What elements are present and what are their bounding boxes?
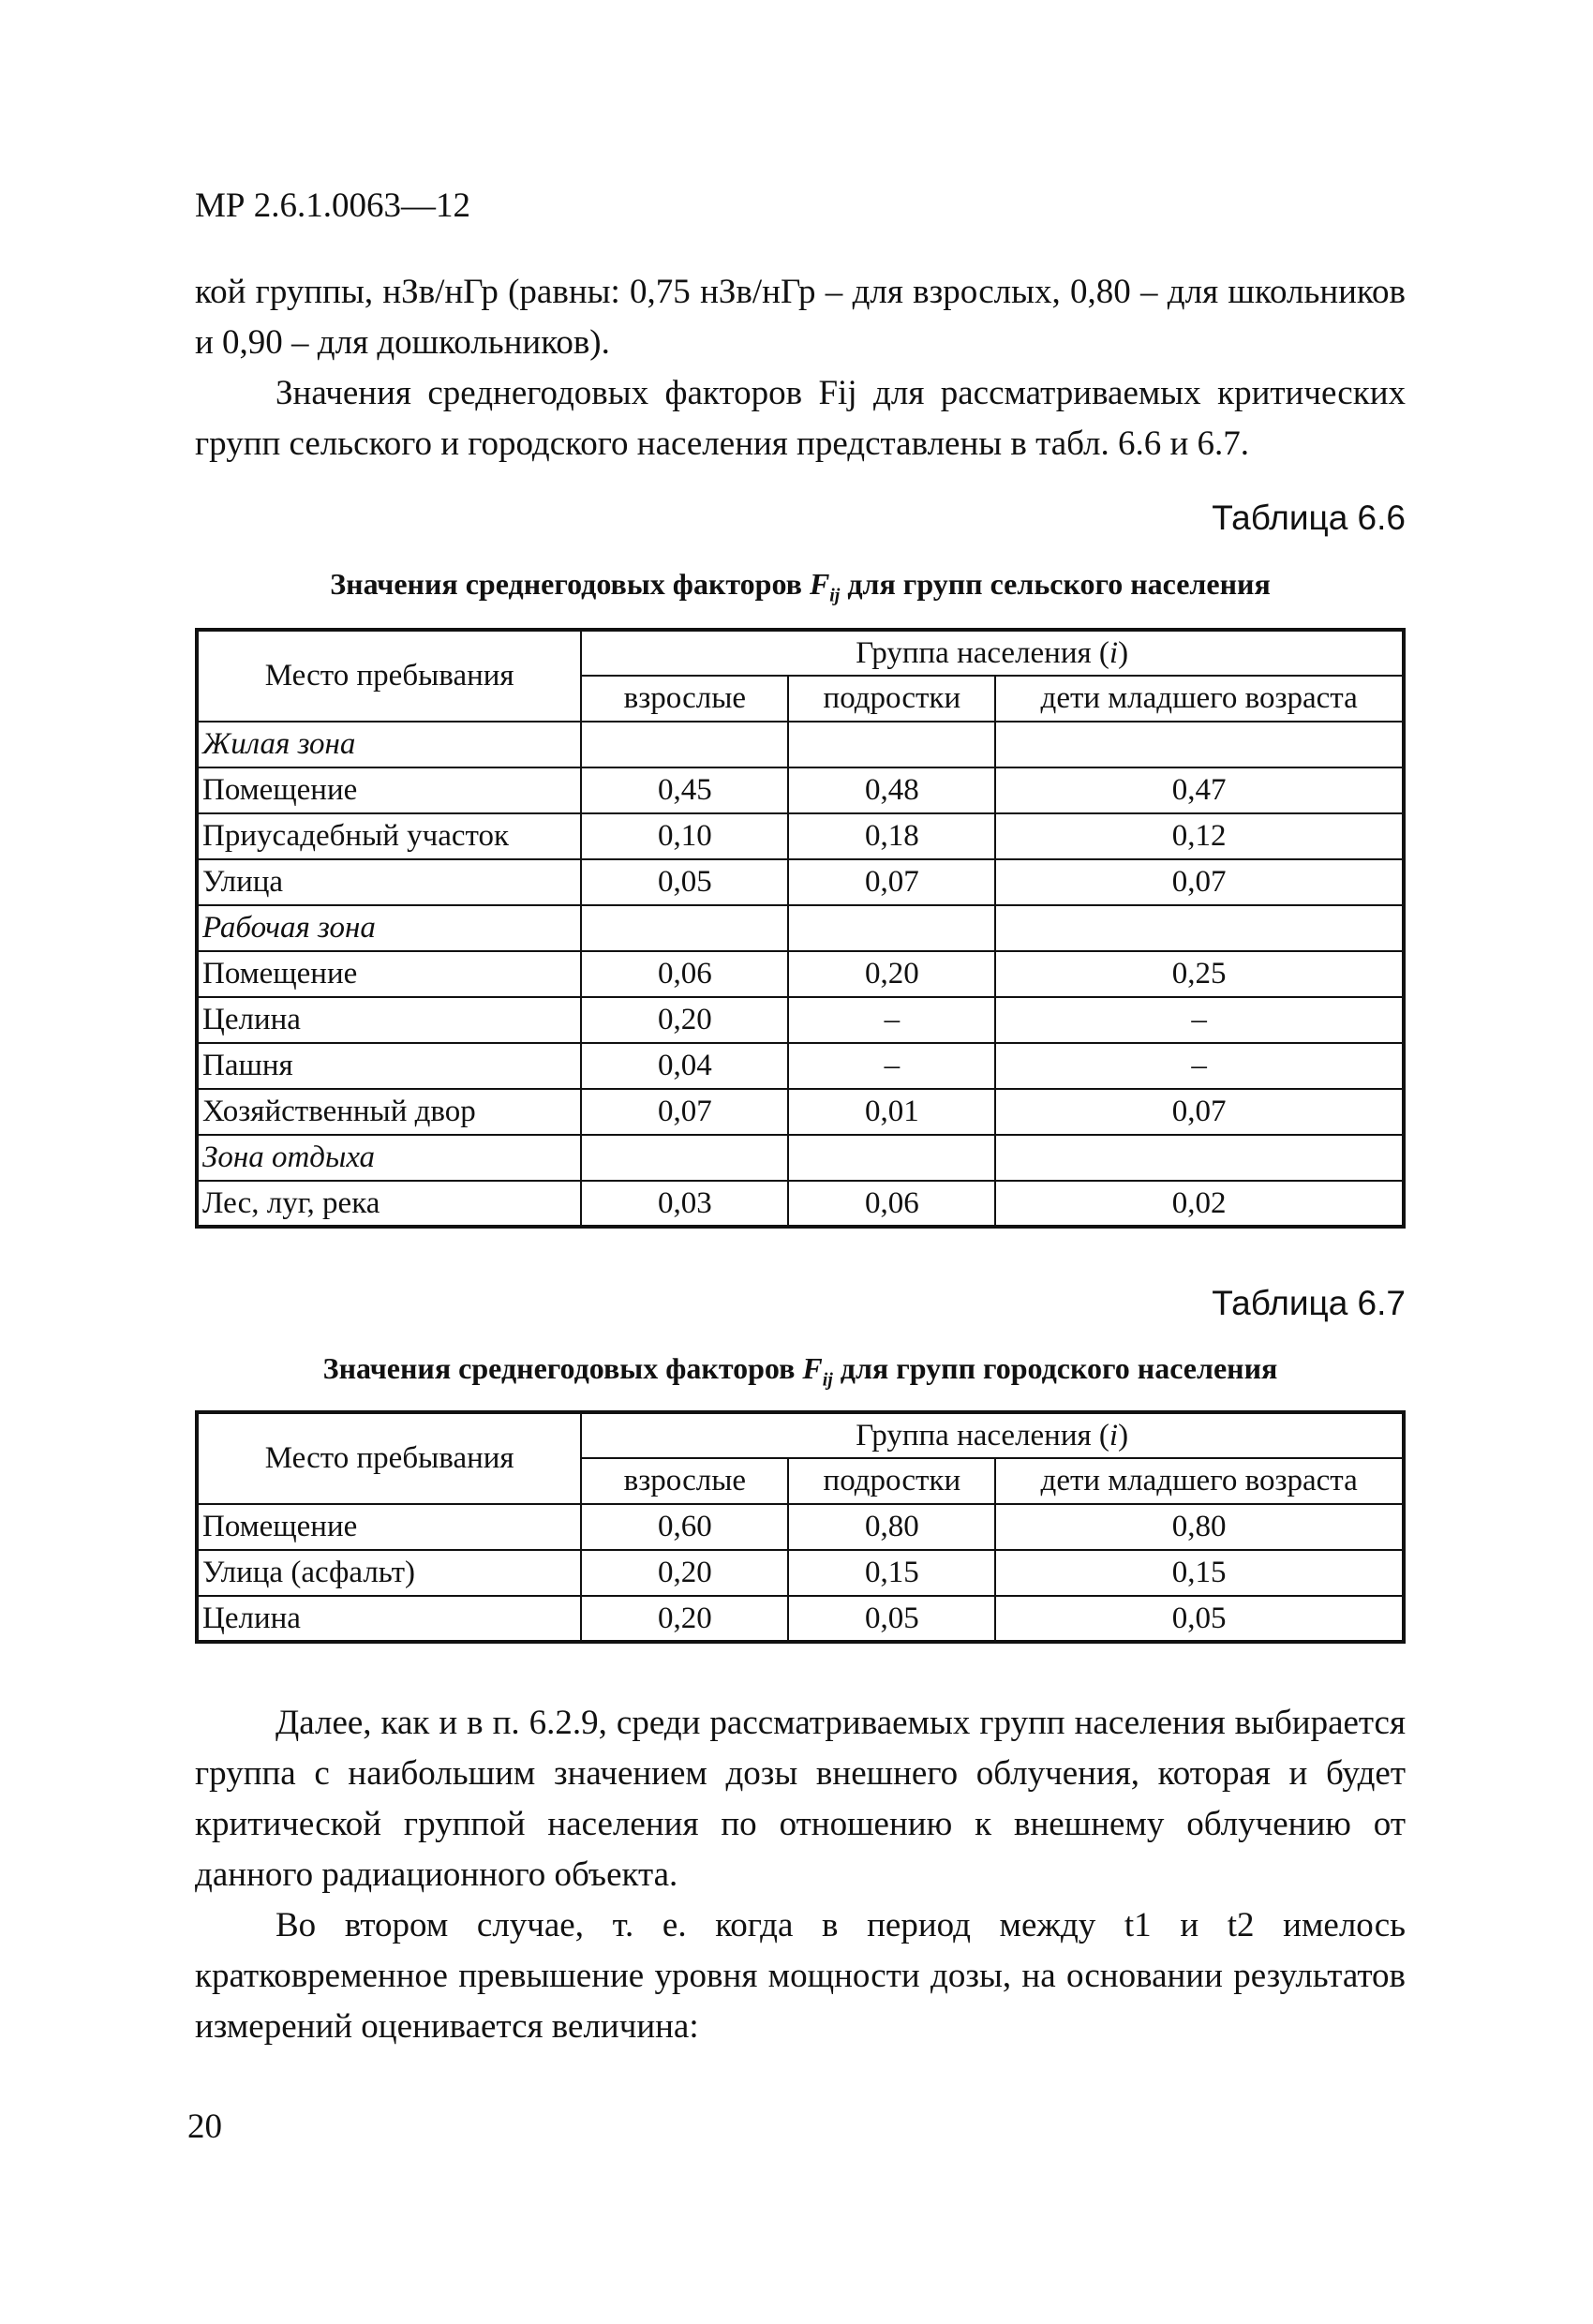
- value-cell: 0,05: [995, 1596, 1404, 1642]
- value-cell: 0,18: [788, 813, 995, 859]
- table-row: [197, 1181, 1404, 1227]
- value-cell: [788, 1135, 995, 1181]
- value-cell: [788, 722, 995, 767]
- col-adults: взрослые: [581, 676, 788, 722]
- table-6-6-caption: [195, 567, 1406, 606]
- caption-text-end: для групп городского населения: [832, 1351, 1278, 1385]
- group-header-close: ): [1118, 635, 1129, 670]
- value-cell: 0,06: [581, 951, 788, 997]
- value-cell: 0,07: [995, 1089, 1404, 1135]
- group-header-text: Группа населения (: [856, 635, 1109, 670]
- group-header-close: ): [1118, 1418, 1129, 1452]
- value-cell: 0,20: [581, 1550, 788, 1596]
- document-code: МР 2.6.1.0063—12: [195, 186, 470, 225]
- intro-paragraph-1: кой группы, нЗв/нГр (равны: 0,75 нЗв/нГр – для взрослых, 0,80 – для школьников и 0,90 – для дошкольников).: [195, 273, 1406, 362]
- factor-letter: F: [809, 567, 830, 601]
- table-row: [197, 813, 1404, 859]
- place-cell: Целина: [197, 1596, 581, 1642]
- value-cell: 0,03: [581, 1181, 788, 1227]
- place-header: Место пребывания: [197, 630, 581, 722]
- place-cell: Пашня: [197, 1043, 581, 1089]
- table-header-row: [197, 630, 1404, 676]
- caption-text-start: Значения среднегодовых факторов: [330, 567, 810, 601]
- value-cell: 0,06: [788, 1181, 995, 1227]
- col-teens: подростки: [788, 676, 995, 722]
- value-cell: 0,48: [788, 767, 995, 813]
- factor-symbol: [809, 567, 841, 606]
- table-row: [197, 767, 1404, 813]
- place-cell: Помещение: [197, 1504, 581, 1550]
- table-6-6-label: Таблица 6.6: [1212, 499, 1406, 537]
- table-6-7-label: Таблица 6.7: [1212, 1284, 1406, 1322]
- place-cell: Целина: [197, 997, 581, 1043]
- place-cell: Хозяйственный двор: [197, 1089, 581, 1135]
- section-label: Рабочая зона: [197, 905, 581, 951]
- value-cell: 0,20: [788, 951, 995, 997]
- table-section-row: [197, 1135, 1404, 1181]
- outro-text: [195, 1698, 1406, 2052]
- value-cell: 0,05: [788, 1596, 995, 1642]
- value-cell: 0,02: [995, 1181, 1404, 1227]
- value-cell: –: [788, 1043, 995, 1089]
- table-row: [197, 1043, 1404, 1089]
- value-cell: [995, 1135, 1404, 1181]
- value-cell: –: [995, 997, 1404, 1043]
- place-cell: Помещение: [197, 951, 581, 997]
- table-row: [197, 859, 1404, 905]
- factor-letter: F: [802, 1351, 823, 1385]
- table-section-row: [197, 722, 1404, 767]
- value-cell: 0,80: [995, 1504, 1404, 1550]
- group-header-var: i: [1109, 635, 1119, 670]
- place-cell: Улица (асфальт): [197, 1550, 581, 1596]
- value-cell: 0,05: [581, 859, 788, 905]
- value-cell: 0,15: [995, 1550, 1404, 1596]
- value-cell: 0,07: [581, 1089, 788, 1135]
- outro-paragraph-2: Во втором случае, т. е. когда в период между t1 и t2 имелось кратковременное превышение уровня мощности дозы, на основании результатов измерений оценивается величина:: [195, 1906, 1406, 2046]
- caption-text-end: для групп сельского населения: [840, 567, 1271, 601]
- place-cell: Приусадебный участок: [197, 813, 581, 859]
- place-header: Место пребывания: [197, 1412, 581, 1504]
- section-label: Зона отдыха: [197, 1135, 581, 1181]
- value-cell: 0,04: [581, 1043, 788, 1089]
- place-cell: Помещение: [197, 767, 581, 813]
- factor-symbol: [802, 1351, 833, 1391]
- page-number: 20: [187, 2108, 222, 2146]
- value-cell: 0,15: [788, 1550, 995, 1596]
- intro-text: [195, 267, 1406, 469]
- table-header-row: [197, 1412, 1404, 1458]
- table-6-6: [195, 628, 1406, 1229]
- value-cell: [581, 722, 788, 767]
- value-cell: 0,25: [995, 951, 1404, 997]
- value-cell: [581, 905, 788, 951]
- place-cell: Лес, луг, река: [197, 1181, 581, 1227]
- table-row: [197, 1089, 1404, 1135]
- value-cell: [995, 905, 1404, 951]
- value-cell: 0,20: [581, 1596, 788, 1642]
- value-cell: –: [995, 1043, 1404, 1089]
- col-children: дети младшего возраста: [995, 1458, 1404, 1504]
- table-section-row: [197, 905, 1404, 951]
- value-cell: 0,20: [581, 997, 788, 1043]
- caption-text-start: Значения среднегодовых факторов: [322, 1351, 803, 1385]
- group-header-text: Группа населения (: [856, 1418, 1109, 1452]
- table-row: [197, 1550, 1404, 1596]
- table-6-7: [195, 1410, 1406, 1644]
- section-label: Жилая зона: [197, 722, 581, 767]
- value-cell: 0,60: [581, 1504, 788, 1550]
- intro-paragraph-2: Значения среднегодовых факторов Fij для рассматриваемых критических групп сельского и городского населения представлены в табл. 6.6 и 6.7.: [195, 374, 1406, 463]
- value-cell: 0,07: [995, 859, 1404, 905]
- value-cell: [581, 1135, 788, 1181]
- value-cell: –: [788, 997, 995, 1043]
- outro-paragraph-1: Далее, как и в п. 6.2.9, среди рассматриваемых групп населения выбирается группа с наибольшим значением дозы внешнего облучения, которая и будет критической группой населения по отношению к внешнему облучению от данного радиационного объекта.: [195, 1704, 1406, 1894]
- col-children: дети младшего возраста: [995, 676, 1404, 722]
- value-cell: 0,80: [788, 1504, 995, 1550]
- factor-subscript: ij: [822, 1369, 833, 1391]
- group-header: [581, 1412, 1404, 1458]
- table-6-7-caption: [195, 1351, 1406, 1391]
- col-adults: взрослые: [581, 1458, 788, 1504]
- place-cell: Улица: [197, 859, 581, 905]
- value-cell: 0,12: [995, 813, 1404, 859]
- value-cell: 0,45: [581, 767, 788, 813]
- table-row: [197, 951, 1404, 997]
- group-header: [581, 630, 1404, 676]
- table-row: [197, 997, 1404, 1043]
- group-header-var: i: [1109, 1418, 1119, 1452]
- table-row: [197, 1504, 1404, 1550]
- table-row: [197, 1596, 1404, 1642]
- value-cell: 0,01: [788, 1089, 995, 1135]
- value-cell: 0,47: [995, 767, 1404, 813]
- value-cell: 0,07: [788, 859, 995, 905]
- value-cell: [995, 722, 1404, 767]
- factor-subscript: ij: [829, 585, 841, 606]
- value-cell: [788, 905, 995, 951]
- value-cell: 0,10: [581, 813, 788, 859]
- col-teens: подростки: [788, 1458, 995, 1504]
